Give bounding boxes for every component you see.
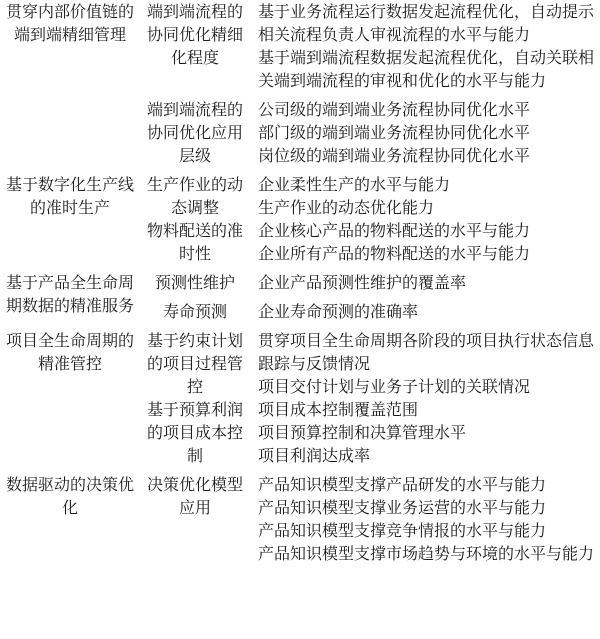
dimension-cell: 贯穿内部价值链的端到端精细管理 <box>5 2 134 44</box>
table-row <box>0 0 600 92</box>
indicator-item: 项目预算控制和决算管理水平 <box>258 423 467 442</box>
indicator-item: 产品知识模型支撑竞争情报的水平与能力 <box>258 521 547 540</box>
dimension-cell: 基于数字化生产线的准时生产 <box>5 175 134 217</box>
indicator-cell <box>250 167 600 219</box>
indicator-cell <box>250 294 600 323</box>
indicator-cell <box>250 219 600 265</box>
indicator-item: 产品知识模型支撑业务运营的水平与能力 <box>258 498 547 517</box>
indicator-item: 基于端到端流程数据发起流程优化，自动关联相关端到端流程的审视和优化的水平与能力 <box>258 48 595 90</box>
sub-dimension-cell: 寿命预测 <box>162 302 227 321</box>
indicator-cell <box>250 323 600 398</box>
indicator-item: 产品知识模型支撑市场趋势与环境的水平与能力 <box>258 544 595 563</box>
sub-dimension-cell: 端到端流程的协同优化应用层级 <box>146 100 243 165</box>
sub-dimension-cell: 基于预算利润的项目成本控制 <box>146 400 243 465</box>
indicator-item: 企业所有产品的物料配送的水平与能力 <box>258 244 531 263</box>
indicator-cell <box>250 398 600 467</box>
sub-dimension-cell: 端到端流程的协同优化精细化程度 <box>146 2 243 67</box>
indicator-item: 贯穿项目全生命周期各阶段的项目执行状态信息跟踪与反馈情况 <box>258 331 595 373</box>
sub-dimension-cell: 预测性维护 <box>154 273 235 292</box>
indicator-item: 项目利润达成率 <box>258 446 371 465</box>
indicator-cell <box>250 467 600 565</box>
indicator-item: 企业核心产品的物料配送的水平与能力 <box>258 221 531 240</box>
indicator-cell <box>250 265 600 294</box>
indicator-item: 企业产品预测性维护的覆盖率 <box>258 273 467 292</box>
indicator-item: 项目交付计划与业务子计划的关联情况 <box>258 377 531 396</box>
indicator-cell <box>250 0 600 92</box>
indicator-item: 企业柔性生产的水平与能力 <box>258 175 451 194</box>
indicator-item: 产品知识模型支撑产品研发的水平与能力 <box>258 475 547 494</box>
indicator-item: 岗位级的端到端业务流程协同优化水平 <box>258 146 531 165</box>
sub-dimension-cell: 物料配送的准时性 <box>146 221 243 263</box>
dimension-cell: 数据驱动的决策优化 <box>5 475 134 517</box>
sub-dimension-cell: 生产作业的动态调整 <box>146 175 243 217</box>
table-row <box>0 265 600 294</box>
indicator-item: 基于业务流程运行数据发起流程优化，自动提示相关流程负责人审视流程的水平与能力 <box>258 2 595 44</box>
table-row <box>0 167 600 219</box>
dimension-cell: 基于产品全生命周期数据的精准服务 <box>5 273 134 315</box>
sub-dimension-cell: 决策优化模型应用 <box>146 475 243 517</box>
indicator-item: 生产作业的动态优化能力 <box>258 198 435 217</box>
indicator-item: 公司级的端到端业务流程协同优化水平 <box>258 100 531 119</box>
indicator-item: 项目成本控制覆盖范围 <box>258 400 419 419</box>
indicator-cell <box>250 92 600 167</box>
table-row <box>0 323 600 398</box>
dimension-cell: 项目全生命周期的精准管控 <box>5 331 134 373</box>
indicator-item: 部门级的端到端业务流程协同优化水平 <box>258 123 531 142</box>
indicator-item: 企业寿命预测的准确率 <box>258 302 419 321</box>
sub-dimension-cell: 基于约束计划的项目过程管控 <box>146 331 243 396</box>
table-row <box>0 467 600 565</box>
